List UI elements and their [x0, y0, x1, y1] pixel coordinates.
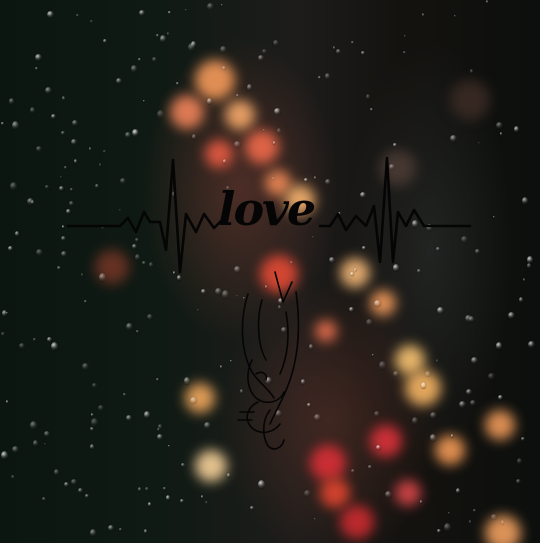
holding-hands-drawing	[238, 272, 298, 449]
heartbeat-line-left	[68, 160, 222, 272]
love-caption: love	[218, 182, 315, 236]
heartbeat-line-right	[320, 158, 470, 262]
